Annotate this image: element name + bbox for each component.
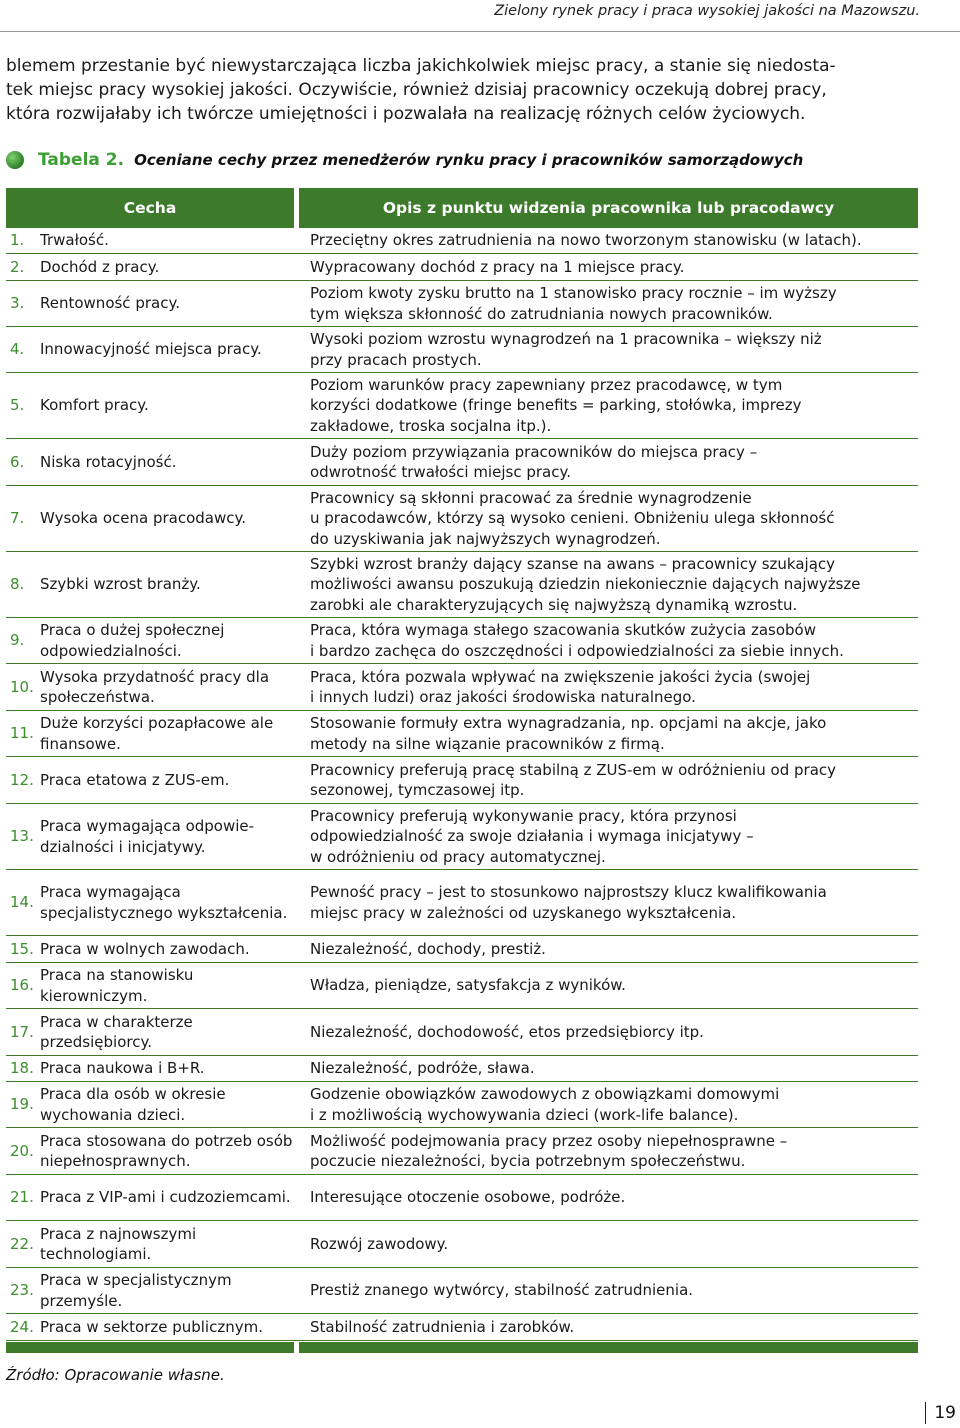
description-line: zarobki ale charakteryzujących się najwyższą dynamiką wzrostu. [310,595,798,614]
table-header [6,188,918,228]
feature-name: Praca naukowa i B+R. [40,1059,205,1078]
description-text [310,1317,574,1337]
description-line: Rozwój zawodowy. [310,1234,449,1253]
description-line: tym większa skłonność do zatrudniania nowych pracowników. [310,304,773,323]
description-cell [310,618,922,663]
feature-name: Praca w charakterze przedsiębiorcy. [40,1012,193,1051]
row-number: 5. [10,396,25,415]
description-line: i bardzo zachęca do oszczędności i odpowiedzialności za siebie innych. [310,641,844,660]
feature-name: Praca dla osób w okresie wychowania dzieci. [40,1085,226,1124]
feature-cell [6,664,298,710]
running-header [0,0,960,30]
row-number: 10. [10,677,34,696]
description-text [310,882,827,922]
description-cell [310,1314,922,1340]
description-text [310,1234,448,1254]
feature-cell [6,1128,298,1174]
description-text [310,554,861,615]
table-row [6,618,918,664]
description-text [310,760,836,800]
row-number: 19. [10,1095,34,1114]
feature-cell [6,963,298,1008]
description-line: Władza, pieniądze, satysfakcja z wyników. [310,976,626,995]
row-number: 21. [10,1188,34,1207]
feature-cell [6,1268,298,1313]
row-number: 13. [10,827,34,846]
table-row [6,1009,918,1056]
description-line: Szybki wzrost branży dający szanse na awans – pracownicy szukający [310,555,836,574]
description-text [310,488,834,549]
description-line: Pracownicy preferują wykonywanie pracy, która przynosi [310,807,737,826]
description-cell [310,1175,922,1220]
row-number: 23. [10,1281,34,1300]
footer-bar-left [6,1342,294,1353]
description-text [310,1058,535,1078]
description-line: miejsc pracy w zależności od uzyskanego wykształcenia. [310,903,737,922]
description-text [310,1131,787,1171]
feature-name: Wysoka przydatność pracy dla społeczeństwa. [40,667,270,706]
row-number: 22. [10,1234,34,1253]
table-row [6,1175,918,1221]
description-line: Możliwość podejmowania pracy przez osoby niepełnosprawne – [310,1131,788,1150]
description-text [310,806,754,867]
description-cell [310,1009,922,1055]
green-bullet-icon [6,151,24,169]
description-text [310,442,757,482]
feature-cell [6,870,298,935]
table-row [6,327,918,373]
description-line: możliwości awansu poszukują dziedzin niekoniecznie dających najwyższe [310,575,861,594]
description-line: przy pracach prostych. [310,350,482,369]
description-cell [310,1082,922,1127]
table-row [6,963,918,1009]
description-line: odwrotność trwałości miejsc pracy. [310,463,571,481]
row-number: 4. [10,340,25,359]
description-line: Przeciętny okres zatrudnienia na nowo tworzonym stanowisku (w latach). [310,231,862,250]
description-line: korzyści dodatkowe (fringe benefits = parking, stołówka, imprezy [310,396,802,415]
intro-line: która rozwijałaby ich twórcze umiejętności i pozwalała na realizację różnych celów życiowych. [6,104,806,124]
feature-cell [6,552,298,617]
row-number: 2. [10,257,25,276]
description-text [310,975,626,995]
table-row [6,711,918,757]
description-text [310,329,822,369]
row-number: 24. [10,1317,34,1336]
description-text [310,375,802,436]
feature-name: Praca w sektorze publicznym. [40,1317,263,1336]
table-title: Oceniane cechy przez menedżerów rynku pracy i pracowników samorządowych [134,151,804,169]
description-cell [310,870,922,935]
table-row [6,1268,918,1314]
description-cell [310,439,922,485]
table-row [6,870,918,936]
page-number: 19 [925,1402,956,1424]
feature-name: Szybki wzrost branży. [40,575,201,594]
footer-bar-right [299,1342,918,1353]
feature-name: Praca etatowa z ZUS-em. [40,770,230,789]
description-line: sezonowej, tymczasowej itp. [310,781,525,799]
description-text [310,1022,704,1042]
description-line: i z możliwością wychowywania dzieci (work-life balance). [310,1105,739,1124]
table-row [6,228,918,254]
description-text [310,1280,693,1300]
row-number: 6. [10,452,25,471]
description-line: Interesujące otoczenie osobowe, podróże. [310,1188,626,1207]
description-text [310,257,684,277]
description-line: Prestiż znanego wytwórcy, stabilność zatrudnienia. [310,1281,694,1300]
feature-name: Dochód z pracy. [40,257,160,276]
table-label: Tabela 2. [38,150,125,170]
description-line: zakładowe, troska socjalna itp.). [310,416,552,435]
description-cell [310,757,922,803]
description-cell [310,254,922,280]
table-body [6,228,918,1341]
row-number: 7. [10,509,25,528]
description-text [310,713,826,753]
row-number: 15. [10,939,34,958]
table-row [6,664,918,711]
description-cell [310,711,922,756]
feature-name: Niska rotacyjność. [40,452,177,471]
description-line: Pracownicy preferują pracę stabilną z ZUS-em w odróżnieniu od pracy [310,760,837,779]
feature-name: Praca stosowana do potrzeb osób niepełnosprawnych. [40,1131,293,1170]
table-row [6,254,918,281]
feature-name: Trwałość. [40,231,109,250]
row-number: 1. [10,231,25,250]
description-line: poczucie niezależności, bycia potrzebnym społeczeństwu. [310,1152,746,1170]
feature-cell [6,486,298,551]
feature-cell [6,1009,298,1055]
table-row [6,1056,918,1082]
description-line: do uzyskiwania jak najwyższych wynagrodzeń. [310,529,661,548]
feature-cell [6,281,298,326]
description-cell [310,804,922,869]
description-line: Praca, która pozwala wpływać na zwiększenie jakości życia (swojej [310,667,811,686]
description-line: metody na silne wiązanie pracowników z firmą. [310,734,665,753]
description-cell [310,1268,922,1313]
feature-cell [6,373,298,438]
column-header-description: Opis z punktu widzenia pracownika lub pracodawcy [299,188,918,228]
row-number: 9. [10,631,25,650]
description-line: Wypracowany dochód z pracy na 1 miejsce pracy. [310,257,685,276]
description-cell [310,1128,922,1174]
running-header-title: Zielony rynek pracy i praca wysokiej jakości na Mazowszu. [494,3,920,19]
description-line: u pracodawców, którzy są wysoko cenieni. Obniżeniu ulega skłonność [310,509,835,528]
description-cell [310,327,922,372]
feature-cell [6,711,298,756]
description-line: Niezależność, dochody, prestiż. [310,939,546,958]
feature-cell [6,254,298,280]
description-text [310,939,546,959]
feature-cell [6,1221,298,1267]
column-header-feature: Cecha [6,188,294,228]
feature-cell [6,804,298,869]
feature-cell [6,1314,298,1340]
row-number: 11. [10,724,34,743]
description-line: Wysoki poziom wzrostu wynagrodzeń na 1 pracownika – większy niż [310,330,822,349]
description-line: Stosowanie formuły extra wynagradzania, np. opcjami na akcje, jako [310,714,827,733]
table-row [6,552,918,618]
description-text [310,667,810,707]
feature-cell [6,757,298,803]
feature-cell [6,1175,298,1220]
table-caption [6,147,803,173]
description-text [310,1187,625,1207]
description-cell [310,552,922,617]
description-line: i innych ludzi) oraz jakości środowiska naturalnego. [310,688,696,706]
features-table [6,188,918,1341]
row-number: 8. [10,575,25,594]
table-row [6,281,918,327]
row-number: 20. [10,1141,34,1160]
table-row [6,1128,918,1175]
table-row [6,373,918,439]
description-cell [310,486,922,551]
feature-name: Innowacyjność miejsca pracy. [40,340,262,359]
table-row [6,804,918,870]
feature-name: Praca w specjalistycznym przemyśle. [40,1271,232,1310]
feature-cell [6,1056,298,1081]
description-line: Godzenie obowiązków zawodowych z obowiązkami domowymi [310,1085,780,1104]
feature-name: Praca z VIP-ami i cudzoziemcami. [40,1188,291,1207]
description-line: Stabilność zatrudnienia i zarobków. [310,1317,575,1336]
feature-cell [6,327,298,372]
description-cell [310,228,922,253]
description-line: Pewność pracy – jest to stosunkowo najprostszy klucz kwalifikowania [310,883,827,902]
description-line: w odróżnieniu od pracy automatycznej. [310,847,606,866]
feature-name: Praca w wolnych zawodach. [40,939,250,958]
description-line: Duży poziom przywiązania pracowników do miejsca pracy – [310,442,758,461]
table-row [6,486,918,552]
description-cell [310,281,922,326]
feature-name: Rentowność pracy. [40,294,180,313]
feature-name: Komfort pracy. [40,396,149,415]
feature-name: Praca z najnowszymi technologiami. [40,1224,197,1263]
feature-cell [6,1082,298,1127]
description-cell [310,664,922,710]
table-row [6,439,918,486]
row-number: 14. [10,893,34,912]
feature-name: Praca wymagająca specjalistycznego wykształcenia. [40,883,288,922]
feature-name: Duże korzyści pozapłacowe ale finansowe. [40,714,274,753]
description-line: Poziom kwoty zysku brutto na 1 stanowisko pracy rocznie – im wyższy [310,284,837,303]
table-row [6,1314,918,1341]
feature-name: Praca o dużej społecznej odpowiedzialności. [40,621,225,660]
table-row [6,1082,918,1128]
description-line: Poziom warunków pracy zapewniany przez pracodawcę, w tym [310,376,783,395]
description-text [310,283,837,323]
description-text [310,230,862,250]
source-note: Źródło: Opracowanie własne. [6,1366,225,1384]
description-cell [310,373,922,438]
row-number: 3. [10,294,25,313]
description-line: Pracownicy są skłonni pracować za średnie wynagrodzenie [310,489,752,508]
table-row [6,757,918,804]
table-footer-bar [6,1342,918,1353]
description-cell [310,1221,922,1267]
feature-cell [6,936,298,962]
row-number: 16. [10,976,34,995]
feature-cell [6,618,298,663]
feature-name: Praca wymagająca odpowie-dzialności i inicjatywy. [40,817,255,856]
row-number: 12. [10,770,34,789]
row-number: 18. [10,1059,34,1078]
table-row [6,1221,918,1268]
header-divider [0,31,960,32]
description-line: Niezależność, dochodowość, etos przedsiębiorcy itp. [310,1022,704,1041]
feature-name: Wysoka ocena pracodawcy. [40,509,246,528]
description-line: odpowiedzialność za swoje działania i wymaga inicjatywy – [310,827,754,846]
description-cell [310,963,922,1008]
row-number: 17. [10,1022,34,1041]
intro-line: tek miejsc pracy wysokiej jakości. Oczywiście, również dzisiaj pracownicy oczekują dobrej pracy, [6,80,827,100]
description-line: Praca, która wymaga stałego szacowania skutków zużycia zasobów [310,621,816,640]
feature-cell [6,228,298,253]
description-line: Niezależność, podróże, sława. [310,1059,535,1078]
table-row [6,936,918,963]
intro-line: blemem przestanie być niewystarczająca liczba jakichkolwiek miejsc pracy, a stanie się niedosta- [6,56,836,76]
description-text [310,1084,779,1124]
feature-cell [6,439,298,485]
description-cell [310,936,922,962]
intro-paragraph [6,54,924,126]
description-cell [310,1056,922,1081]
feature-name: Praca na stanowisku kierowniczym. [40,966,194,1005]
description-text [310,620,844,660]
